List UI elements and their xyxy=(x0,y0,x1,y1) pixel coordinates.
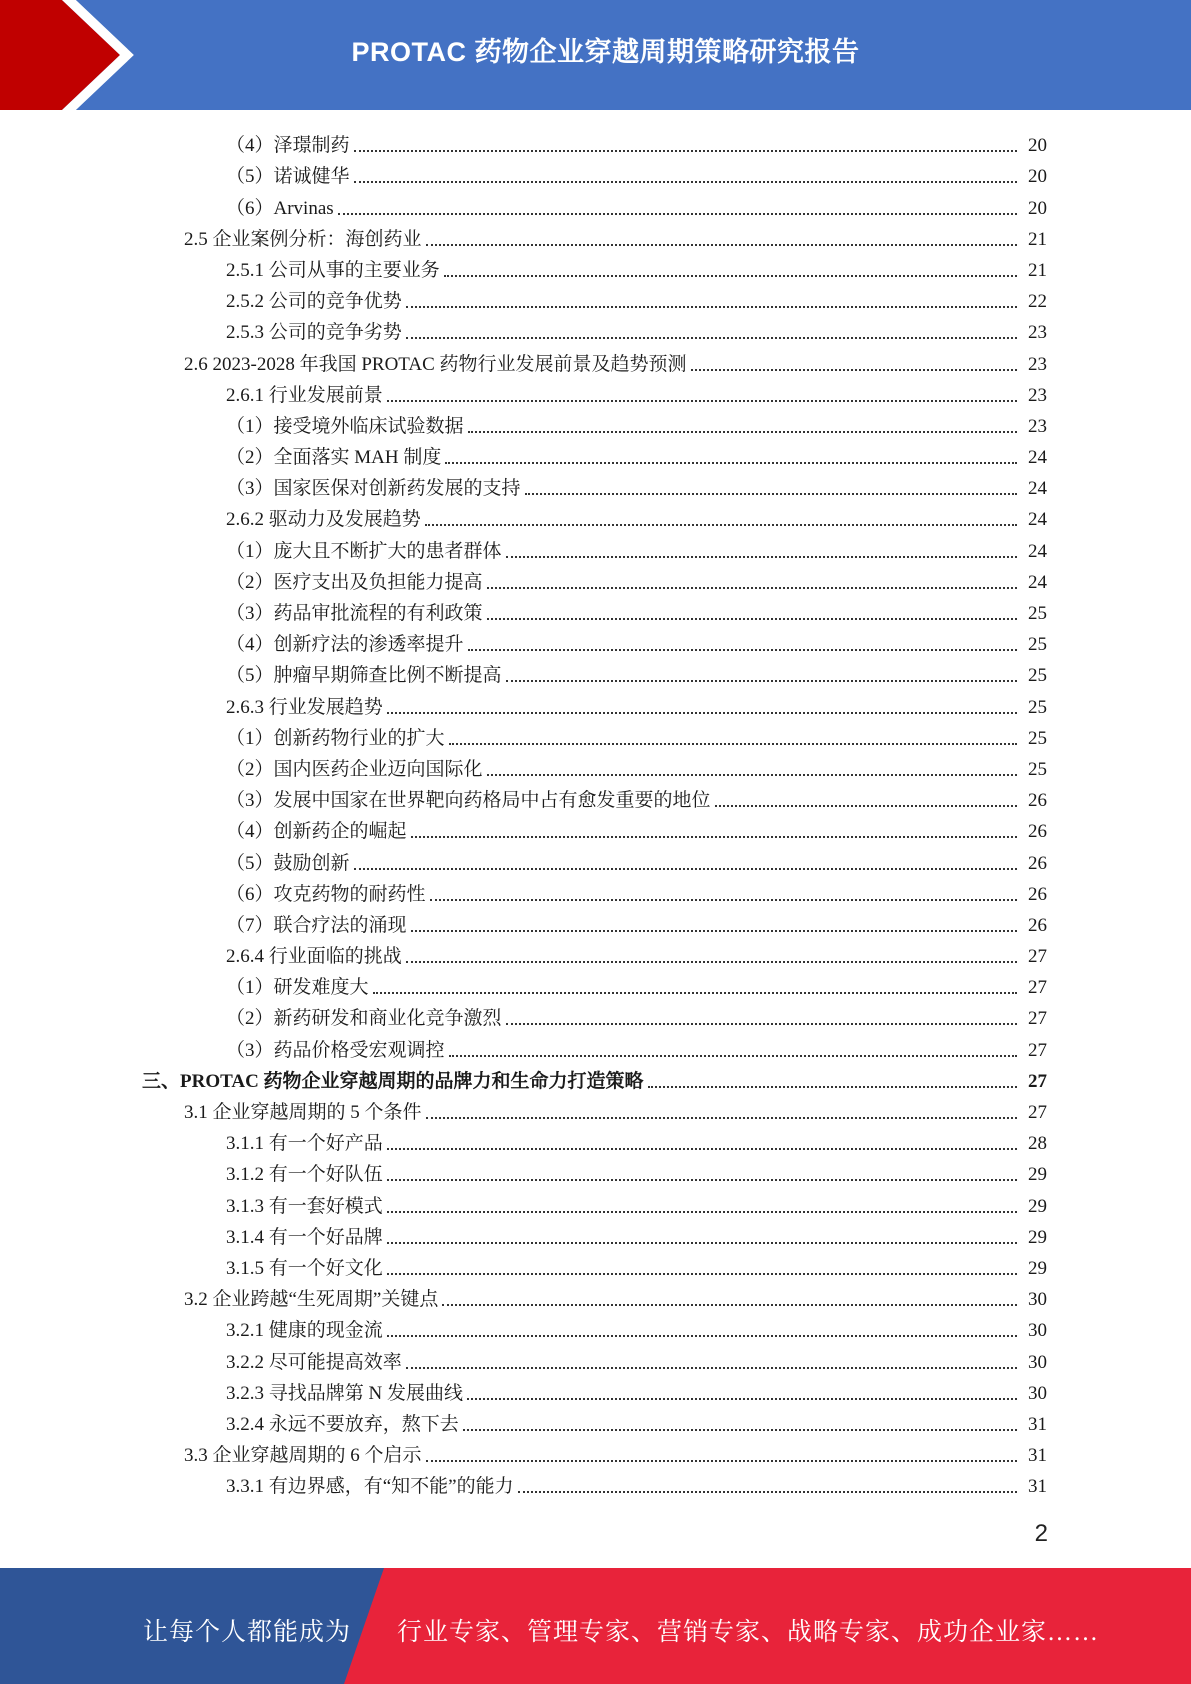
toc-entry-title: 3.1.1 有一个好产品 xyxy=(226,1133,383,1155)
toc-entry[interactable] xyxy=(0,158,1191,189)
toc-entry-page: 26 xyxy=(1028,790,1047,812)
toc-entry[interactable] xyxy=(0,688,1191,719)
toc-entry[interactable] xyxy=(0,283,1191,314)
toc-entry-title: （2）全面落实 MAH 制度 xyxy=(226,447,442,469)
toc-entry[interactable] xyxy=(0,595,1191,626)
toc-entry-title: （7）联合疗法的涌现 xyxy=(226,914,407,936)
toc-entry-page: 27 xyxy=(1028,977,1047,999)
toc-entry-title: （2）新药研发和商业化竞争激烈 xyxy=(226,1008,502,1030)
toc-entry-page: 25 xyxy=(1028,727,1047,749)
toc-entry-title: （1）研发难度大 xyxy=(226,977,369,999)
toc-dot-leader xyxy=(387,1242,1017,1244)
toc-entry-page: 23 xyxy=(1028,353,1047,375)
toc-entry-page: 26 xyxy=(1028,883,1047,905)
toc-dot-leader xyxy=(487,774,1017,776)
toc-dot-leader xyxy=(506,1023,1017,1025)
toc-entry-title: （1）接受境外临床试验数据 xyxy=(226,415,464,437)
toc-entry-page: 20 xyxy=(1028,135,1047,157)
toc-entry-title: 3.2 企业跨越“生死周期”关键点 xyxy=(184,1289,439,1311)
toc-entry-page: 24 xyxy=(1028,509,1047,531)
toc-entry-page: 25 xyxy=(1028,603,1047,624)
toc-entry-page: 24 xyxy=(1028,571,1047,593)
toc-entry-page: 29 xyxy=(1028,1226,1047,1248)
toc-entry-page: 25 xyxy=(1028,634,1047,656)
toc-entry[interactable] xyxy=(0,657,1191,688)
toc-entry[interactable] xyxy=(0,189,1191,220)
toc-entry[interactable] xyxy=(0,907,1191,938)
toc-entry-page: 26 xyxy=(1028,914,1047,936)
toc-entry[interactable] xyxy=(0,1219,1191,1250)
toc-entry[interactable] xyxy=(0,1312,1191,1343)
toc-entry-title: （1）庞大且不断扩大的患者群体 xyxy=(226,540,502,562)
toc-dot-leader xyxy=(449,1055,1017,1057)
toc-entry-page: 27 xyxy=(1028,1070,1047,1092)
toc-entry-title: （5）肿瘤早期筛查比例不断提高 xyxy=(226,665,502,687)
toc-dot-leader xyxy=(406,337,1017,339)
toc-dot-leader xyxy=(406,961,1017,963)
toc-dot-leader xyxy=(525,493,1017,495)
toc-entry-page: 21 xyxy=(1028,259,1047,281)
toc-dot-leader xyxy=(648,1086,1017,1088)
toc-entry[interactable] xyxy=(0,377,1191,408)
toc-entry[interactable] xyxy=(0,1406,1191,1437)
toc-entry-title: 2.6.3 行业发展趋势 xyxy=(226,696,383,718)
toc-dot-leader xyxy=(338,213,1017,215)
toc-entry-page: 28 xyxy=(1028,1133,1047,1155)
toc-entry-title: 2.5.2 公司的竞争优势 xyxy=(226,291,402,313)
toc-entry[interactable] xyxy=(0,470,1191,501)
toc-dot-leader xyxy=(430,899,1017,901)
toc-entry[interactable] xyxy=(0,1375,1191,1406)
toc-dot-leader xyxy=(468,431,1017,433)
toc-entry[interactable] xyxy=(0,1250,1191,1281)
toc-entry[interactable] xyxy=(0,408,1191,439)
toc-entry[interactable] xyxy=(0,626,1191,657)
toc-entry[interactable] xyxy=(0,720,1191,751)
toc-entry-title: 3.1.3 有一套好模式 xyxy=(226,1195,383,1217)
toc-entry-title: 3.2.3 寻找品牌第 N 发展曲线 xyxy=(226,1382,463,1404)
toc-dot-leader xyxy=(467,1398,1017,1400)
toc-entry-title: 3.2.2 尽可能提高效率 xyxy=(226,1351,402,1373)
toc-entry-title: 3.3.1 有边界感，有“知不能”的能力 xyxy=(226,1476,514,1498)
toc-entry-page: 31 xyxy=(1028,1413,1047,1435)
toc-dot-leader xyxy=(506,556,1017,558)
toc-entry-page: 30 xyxy=(1028,1320,1047,1342)
toc-dot-leader xyxy=(426,1117,1017,1119)
toc-entry-page: 29 xyxy=(1028,1257,1047,1279)
toc-entry[interactable] xyxy=(0,221,1191,252)
toc-dot-leader xyxy=(442,1304,1017,1306)
toc-entry-title: 3.2.4 永远不要放弃，熬下去 xyxy=(226,1413,459,1435)
toc-entry-page: 23 xyxy=(1028,415,1047,437)
toc-entry-title: （5）鼓励创新 xyxy=(226,852,350,874)
toc-entry-page: 24 xyxy=(1028,478,1047,500)
toc-dot-leader xyxy=(373,992,1017,994)
page-header xyxy=(0,0,1191,110)
toc-entry-page: 26 xyxy=(1028,821,1047,843)
toc-entry[interactable] xyxy=(0,345,1191,376)
toc-entry-page: 31 xyxy=(1028,1476,1047,1498)
toc-entry-title: 3.1.2 有一个好队伍 xyxy=(226,1164,383,1186)
toc-dot-leader xyxy=(354,868,1017,870)
toc-entry-page: 27 xyxy=(1028,1008,1047,1030)
toc-entry[interactable] xyxy=(0,1468,1191,1499)
toc-entry[interactable] xyxy=(0,532,1191,563)
toc-entry-title: 2.5.3 公司的竞争劣势 xyxy=(226,322,402,344)
toc-entry-page: 27 xyxy=(1028,1102,1047,1123)
toc-entry-title: （6）攻克药物的耐药性 xyxy=(226,883,426,905)
toc-entry-title: （6）Arvinas xyxy=(226,197,334,219)
toc-dot-leader xyxy=(487,618,1017,620)
toc-entry[interactable] xyxy=(0,1000,1191,1031)
toc-entry[interactable] xyxy=(0,1343,1191,1374)
toc-entry[interactable] xyxy=(0,751,1191,782)
toc-entry-page: 31 xyxy=(1028,1445,1047,1467)
toc-entry-page: 22 xyxy=(1028,291,1047,313)
toc-entry-page: 24 xyxy=(1028,447,1047,469)
toc-entry-title: （3）药品价格受宏观调控 xyxy=(226,1039,445,1061)
toc-entry-title: 3.1 企业穿越周期的 5 个条件 xyxy=(184,1102,422,1123)
toc-dot-leader xyxy=(468,649,1017,651)
toc-entry[interactable] xyxy=(0,1125,1191,1156)
toc-entry-page: 29 xyxy=(1028,1164,1047,1186)
toc-entry-title: 三、PROTAC 药物企业穿越周期的品牌力和生命力打造策略 xyxy=(142,1070,644,1092)
toc-entry[interactable] xyxy=(0,1063,1191,1094)
toc-entry-page: 21 xyxy=(1028,228,1047,250)
toc-entry[interactable] xyxy=(0,1094,1191,1125)
toc-dot-leader xyxy=(506,680,1017,682)
toc-entry-title: 3.2.1 健康的现金流 xyxy=(226,1320,383,1342)
report-title: PROTAC 药物企业穿越周期策略研究报告 xyxy=(351,37,860,67)
toc-dot-leader xyxy=(387,1273,1017,1275)
toc-entry[interactable] xyxy=(0,564,1191,595)
toc-entry-page: 26 xyxy=(1028,852,1047,874)
toc-entry[interactable] xyxy=(0,969,1191,1000)
toc-entry-title: 3.3 企业穿越周期的 6 个启示 xyxy=(184,1445,422,1467)
toc-entry-title: （4）泽璟制药 xyxy=(226,135,350,157)
toc-entry[interactable] xyxy=(0,127,1191,158)
toc-entry-title: （2）医疗支出及负担能力提高 xyxy=(226,571,483,593)
toc-entry-page: 25 xyxy=(1028,758,1047,780)
toc-entry-title: （5）诺诚健华 xyxy=(226,166,350,188)
toc-entry-page: 27 xyxy=(1028,1039,1047,1061)
toc-entry[interactable] xyxy=(0,938,1191,969)
toc-dot-leader xyxy=(715,805,1017,807)
page-footer xyxy=(0,1568,1191,1684)
toc-dot-leader xyxy=(425,524,1017,526)
toc-entry-title: 2.6.2 驱动力及发展趋势 xyxy=(226,509,421,531)
toc-entry-title: 2.6.4 行业面临的挑战 xyxy=(226,946,402,968)
toc-entry[interactable] xyxy=(0,1281,1191,1312)
toc-entry-title: （4）创新药企的崛起 xyxy=(226,821,407,843)
toc-entry[interactable] xyxy=(0,1437,1191,1468)
page-number: 2 xyxy=(1034,1520,1048,1547)
toc-entry[interactable] xyxy=(0,252,1191,283)
toc-entry-page: 25 xyxy=(1028,696,1047,718)
footer-slogan-left: 让每个人都能成为 xyxy=(143,1619,352,1646)
toc-dot-leader xyxy=(387,1211,1017,1213)
toc-dot-leader xyxy=(444,275,1017,277)
toc-entry[interactable] xyxy=(0,439,1191,470)
toc-entry[interactable] xyxy=(0,1156,1191,1187)
toc-entry[interactable] xyxy=(0,813,1191,844)
toc-entry[interactable] xyxy=(0,314,1191,345)
toc-entry-page: 30 xyxy=(1028,1289,1047,1311)
toc-dot-leader xyxy=(354,181,1017,183)
toc-entry-page: 20 xyxy=(1028,197,1047,219)
toc-entry[interactable] xyxy=(0,1031,1191,1062)
toc-dot-leader xyxy=(406,1367,1017,1369)
toc-entry-title: 2.6 2023-2028 年我国 PROTAC 药物行业发展前景及趋势预测 xyxy=(184,353,687,375)
toc-entry-page: 20 xyxy=(1028,166,1047,188)
toc-entry[interactable] xyxy=(0,1187,1191,1218)
toc-entry[interactable] xyxy=(0,501,1191,532)
toc-entry-page: 23 xyxy=(1028,322,1047,344)
toc-dot-leader xyxy=(487,587,1017,589)
toc-dot-leader xyxy=(518,1491,1017,1493)
toc-entry-page: 23 xyxy=(1028,384,1047,406)
footer-slogan-right: 行业专家、管理专家、营销专家、战略专家、成功企业家…… xyxy=(397,1619,1100,1646)
toc-entry-page: 25 xyxy=(1028,665,1047,687)
toc-entry-title: 2.5.1 公司从事的主要业务 xyxy=(226,259,440,281)
toc-dot-leader xyxy=(406,306,1017,308)
toc-dot-leader xyxy=(387,1335,1017,1337)
toc-dot-leader xyxy=(354,150,1017,152)
toc-entry-title: （3）国家医保对创新药发展的支持 xyxy=(226,478,521,500)
toc-entry-title: （3）药品审批流程的有利政策 xyxy=(226,603,483,624)
toc-dot-leader xyxy=(445,462,1017,464)
toc-entry-title: （3）发展中国家在世界靶向药格局中占有愈发重要的地位 xyxy=(226,790,711,812)
toc-dot-leader xyxy=(411,930,1017,932)
toc-dot-leader xyxy=(387,712,1017,714)
toc-entry-title: 2.5 企业案例分析：海创药业 xyxy=(184,228,422,250)
toc-entry-page: 30 xyxy=(1028,1351,1047,1373)
toc-dot-leader xyxy=(691,369,1017,371)
toc-entry[interactable] xyxy=(0,782,1191,813)
toc-entry-page: 24 xyxy=(1028,540,1047,562)
toc-dot-leader xyxy=(426,1460,1017,1462)
toc-entry-page: 27 xyxy=(1028,946,1047,968)
toc-entry-title: 3.1.4 有一个好品牌 xyxy=(226,1226,383,1248)
toc-entry-title: （1）创新药物行业的扩大 xyxy=(226,727,445,749)
table-of-contents xyxy=(0,127,1191,1499)
toc-entry-title: 3.1.5 有一个好文化 xyxy=(226,1257,383,1279)
toc-dot-leader xyxy=(426,244,1017,246)
toc-entry-page: 30 xyxy=(1028,1382,1047,1404)
toc-dot-leader xyxy=(387,1179,1017,1181)
toc-dot-leader xyxy=(387,400,1017,402)
toc-entry-page: 29 xyxy=(1028,1195,1047,1217)
toc-entry-title: 2.6.1 行业发展前景 xyxy=(226,384,383,406)
toc-entry[interactable] xyxy=(0,876,1191,907)
toc-dot-leader xyxy=(463,1429,1017,1431)
toc-entry[interactable] xyxy=(0,844,1191,875)
toc-entry-title: （4）创新疗法的渗透率提升 xyxy=(226,634,464,656)
toc-entry-title: （2）国内医药企业迈向国际化 xyxy=(226,758,483,780)
toc-dot-leader xyxy=(411,836,1017,838)
toc-dot-leader xyxy=(449,743,1017,745)
toc-dot-leader xyxy=(387,1148,1017,1150)
